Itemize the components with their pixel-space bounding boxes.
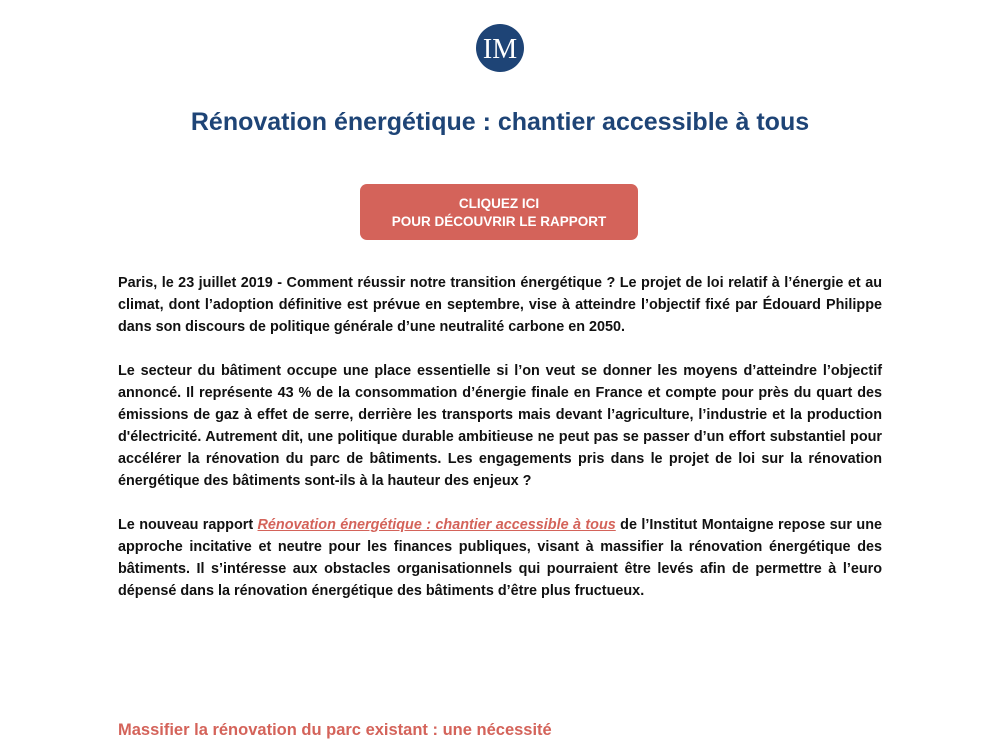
paragraph-report — [118, 514, 882, 602]
logo-monogram: IM — [482, 34, 518, 65]
article-body — [118, 272, 882, 624]
paragraph-intro: Paris, le 23 juillet 2019 - Comment réussir notre transition énergétique ? Le projet de loi relatif à l’énergie et au climat, dont l’adoption définitive est prévue en septembre, vise à atteindre l’objectif fixé par Édouard Philippe dans son discours de politique générale d’une neutralité carbone en 2050. — [118, 275, 882, 335]
cta-line-2: POUR DÉCOUVRIR LE RAPPORT — [391, 214, 607, 229]
paragraph-report-end: de l’Institut Montaigne repose sur une approche incitative et neutre pour les finances publiques, visant à massifier la rénovation énergétique des bâtiments. Il s’intéresse aux obstacles organisationnels qui pourraient être levés afin de permettre à l’euro dépensé dans la rénovation énergétique des bâtiments d’être plus fructueux. — [118, 517, 882, 599]
paragraph-report-start: Le nouveau rapport — [118, 517, 258, 533]
cta-line-1: CLIQUEZ ICI — [458, 196, 540, 211]
discover-report-button[interactable] — [360, 184, 638, 240]
paragraph-building-sector: Le secteur du bâtiment occupe une place essentielle si l’on veut se donner les moyens d’atteindre l’objectif annoncé. Il représente 43 % de la consommation d’énergie finale en France et compte pour près du quart des émissions de gaz à effet de serre, derrière les transports mais devant l’agriculture, l’industrie et la production d'électricité. Autrement dit, une politique durable ambitieuse ne peut pas se passer d’un effort substantiel pour accélérer la rénovation du parc de bâtiments. Les engagements pris dans le projet de loi sur la rénovation énergétique des bâtiments sont-ils à la hauteur des enjeux ? — [118, 363, 882, 489]
institut-montaigne-logo[interactable] — [475, 23, 525, 73]
section-heading: Massifier la rénovation du parc existant : une nécessité — [118, 721, 552, 739]
page-title: Rénovation énergétique : chantier accessible à tous — [190, 108, 810, 136]
report-link[interactable]: Rénovation énergétique : chantier accessible à tous — [257, 517, 616, 533]
